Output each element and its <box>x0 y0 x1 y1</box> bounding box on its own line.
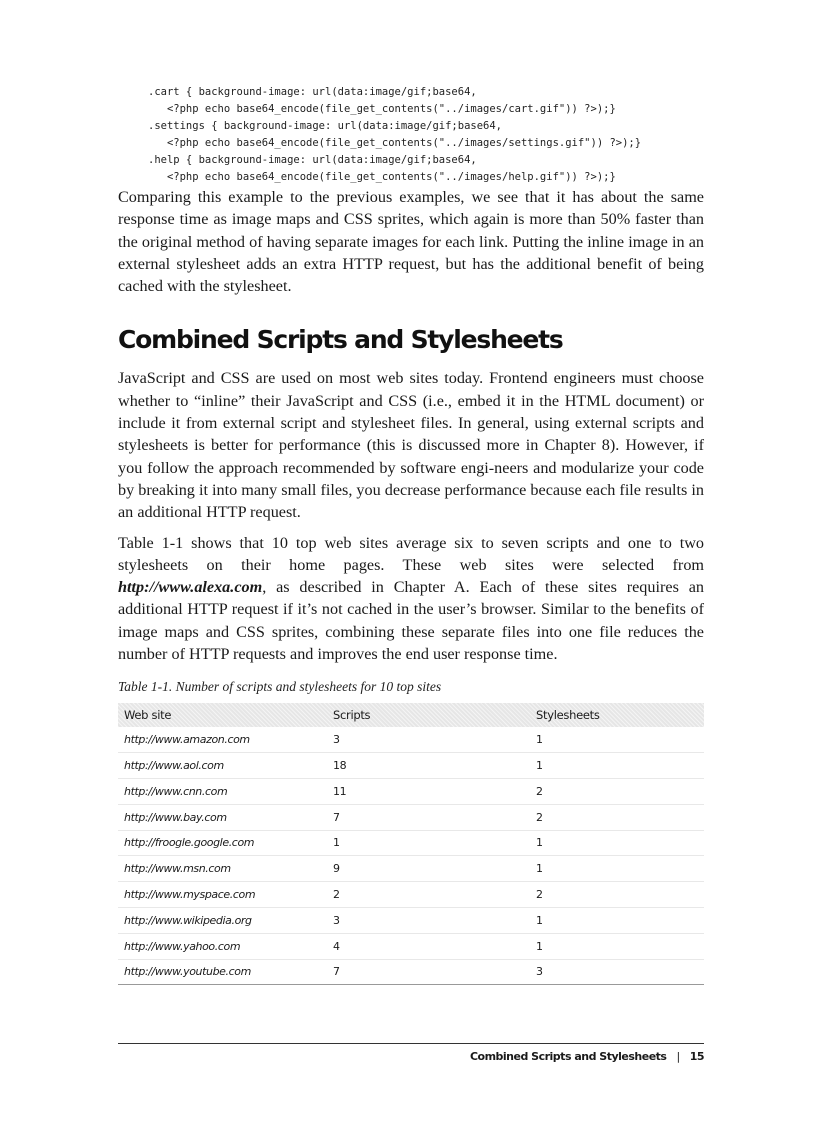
cell-website: http://www.aol.com <box>118 753 327 779</box>
paragraph-table-intro <box>118 532 704 666</box>
cell-stylesheets: 1 <box>530 933 704 959</box>
cell-website: http://www.amazon.com <box>118 727 327 752</box>
cell-scripts: 1 <box>327 830 530 856</box>
table-row <box>118 907 704 933</box>
cell-website: http://www.bay.com <box>118 804 327 830</box>
cell-website: http://www.myspace.com <box>118 882 327 908</box>
header-scripts: Scripts <box>333 708 371 723</box>
table-row <box>118 753 704 779</box>
paragraph-javascript-css: JavaScript and CSS are used on most web sites today. Frontend engineers must choose whether to “inline” their JavaScript and CSS (i.e., embed it in the HTML document) or include it from external script and stylesheet files. In general, using external scripts and stylesheets is better for performance (this is discussed more in Chapter 8). However, if you follow the approach recommended by software engi-neers and modularize your code by breaking it into many small files, you decrease performance because each file results in an additional HTTP request. <box>118 369 704 522</box>
table-body <box>118 727 704 984</box>
cell-stylesheets: 1 <box>530 856 704 882</box>
page-footer <box>118 1043 704 1063</box>
cell-scripts: 11 <box>327 778 530 804</box>
code-line: .cart { background-image: url(data:image/gif;base64, <box>148 86 477 98</box>
cell-scripts: 7 <box>327 959 530 985</box>
cell-stylesheets: 2 <box>530 882 704 908</box>
table-header-row <box>118 703 704 727</box>
header-stylesheets: Stylesheets <box>536 708 600 723</box>
cell-scripts: 18 <box>327 753 530 779</box>
cell-scripts: 4 <box>327 933 530 959</box>
cell-website: http://froogle.google.com <box>118 830 327 856</box>
cell-stylesheets: 2 <box>530 804 704 830</box>
cell-scripts: 9 <box>327 856 530 882</box>
cell-stylesheets: 1 <box>530 727 704 752</box>
footer-section-title: Combined Scripts and Stylesheets <box>469 1050 667 1063</box>
cell-scripts: 2 <box>327 882 530 908</box>
table-row <box>118 804 704 830</box>
table-row <box>118 933 704 959</box>
page-content <box>118 84 704 985</box>
cell-stylesheets: 1 <box>530 907 704 933</box>
cell-scripts: 3 <box>327 727 530 752</box>
table-row <box>118 830 704 856</box>
code-line: .settings { background-image: url(data:image/gif;base64, <box>148 120 503 132</box>
cell-scripts: 7 <box>327 804 530 830</box>
cell-stylesheets: 2 <box>530 778 704 804</box>
code-line: <?php echo base64_encode(file_get_contents("../images/cart.gif")) ?>);} <box>148 103 616 115</box>
table-row <box>118 727 704 752</box>
footer-separator: | <box>676 1050 680 1063</box>
cell-stylesheets: 3 <box>530 959 704 985</box>
cell-stylesheets: 1 <box>530 830 704 856</box>
alexa-link[interactable]: http://www.alexa.com <box>118 578 263 597</box>
table-row <box>118 778 704 804</box>
cell-website: http://www.cnn.com <box>118 778 327 804</box>
table-row <box>118 856 704 882</box>
header-website: Web site <box>124 708 172 723</box>
paragraph-comparison: Comparing this example to the previous examples, we see that it has about the same response time as image maps and CSS sprites, which again is more than 50% faster than the original method of having separate images for each link. Putting the inline image in an external stylesheet adds an extra HTTP request, but has the additional benefit of being cached with the stylesheet. <box>118 188 704 296</box>
cell-website: http://www.msn.com <box>118 856 327 882</box>
page-number: 15 <box>689 1050 704 1063</box>
cell-website: http://www.youtube.com <box>118 959 327 985</box>
paragraph-table-intro-after: , as described in Chapter A. Each of these sites requires an additional HTTP request if it’s not cached in the user’s browser. Similar to the benefits of image maps and CSS sprites, combining these separate files into one file reduces the number of HTTP requests and improves the end user response time. <box>118 578 704 664</box>
cell-scripts: 3 <box>327 907 530 933</box>
table-row <box>118 959 704 985</box>
paragraph-table-intro-before: Table 1-1 shows that 10 top web sites average six to seven scripts and one to two stylesheets on their home pages. These web sites were selected from <box>118 533 704 574</box>
code-line: .help { background-image: url(data:image/gif;base64, <box>148 154 477 166</box>
scripts-stylesheets-table <box>118 703 704 985</box>
code-line: <?php echo base64_encode(file_get_contents("../images/help.gif")) ?>);} <box>148 171 616 183</box>
table-caption: Table 1-1. Number of scripts and stylesheets for 10 top sites <box>118 679 442 695</box>
code-block <box>148 84 704 186</box>
code-line: <?php echo base64_encode(file_get_contents("../images/settings.gif")) ?>);} <box>148 137 642 149</box>
cell-stylesheets: 1 <box>530 753 704 779</box>
cell-website: http://www.yahoo.com <box>118 933 327 959</box>
table-row <box>118 882 704 908</box>
cell-website: http://www.wikipedia.org <box>118 907 327 933</box>
section-heading: Combined Scripts and Stylesheets <box>118 325 563 355</box>
